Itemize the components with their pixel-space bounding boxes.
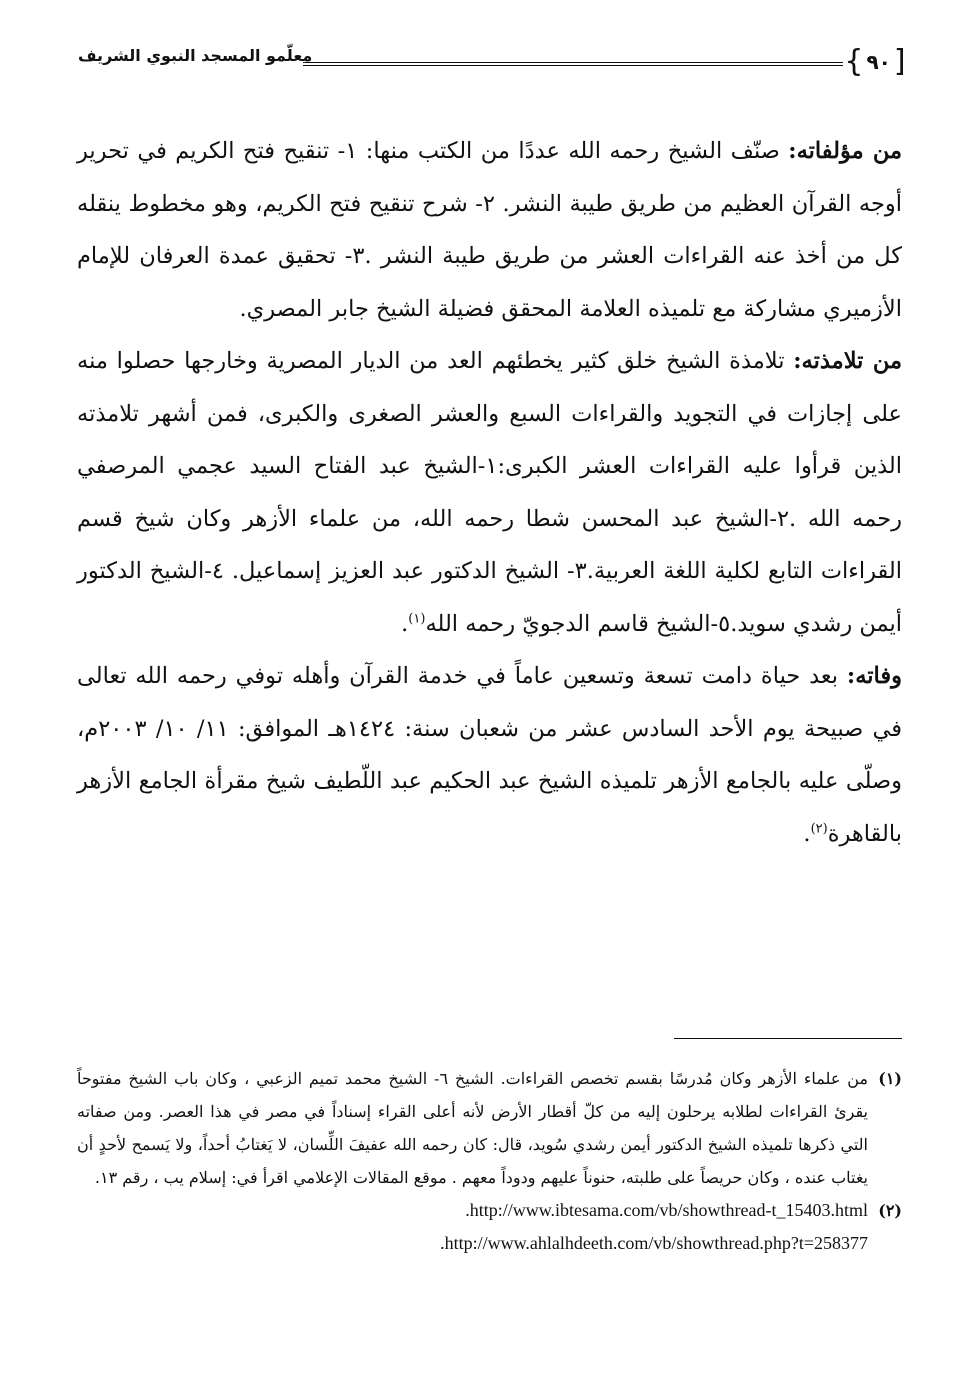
page-number-box: [844, 42, 906, 82]
footnote-2-link-2[interactable]: .http://www.ahlalhdeeth.com/vb/showthread.php?t=258377: [440, 1233, 868, 1253]
students-heading: من تلامذته:: [793, 348, 903, 374]
footnote-2-continued: [77, 1227, 902, 1260]
footnote-2-link-1[interactable]: .http://www.ibtesama.com/vb/showthread-t_15403.html: [465, 1200, 868, 1220]
header-double-rule: [303, 62, 843, 66]
death-heading: وفاته:: [846, 663, 902, 689]
right-brace-icon: [: [893, 44, 906, 79]
page-number: ٩٠: [866, 50, 891, 74]
paragraph-works: [77, 125, 902, 335]
footnote-ref-2[interactable]: (٢): [810, 821, 828, 836]
footnote-ref-1[interactable]: (١): [408, 611, 426, 626]
death-end: .: [803, 820, 811, 847]
works-heading: من مؤلفاته:: [788, 138, 903, 164]
works-text: صنّف الشيخ رحمه الله عددًا من الكتب منها: ١- تنقيح فتح الكريم في تحرير أوجه القرآن العظيم من طريق طيبة النشر. ٢- شرح تنقيح فتح الكريم، وهو مخطوط ينقله كل من أخذ عنه القراءات العشر من طريق طيبة النشر .٣- تحقيق عمدة العرفان للإمام الأزميري مشاركة مع تلميذه العلامة المحقق فضيلة الشيخ جابر المصري.: [77, 138, 902, 322]
footnote-2: [77, 1194, 902, 1227]
page-header: [78, 40, 906, 86]
paragraph-students: [77, 335, 902, 650]
death-text: بعد حياة دامت تسعة وتسعين عاماً في خدمة القرآن وأهله توفي رحمه الله تعالى في صبيحة يوم الأحد السادس عشر من شعبان سنة: ١٤٢٤هـ الموافق: ١١/ ١٠/ ٢٠٠٣م، وصلّى عليه بالجامع الأزهر تلميذه الشيخ عبد الحكيم عبد اللّطيف شيخ مقرأة الجامع الأزهر بالقاهرة: [77, 663, 903, 847]
main-text: [77, 125, 902, 860]
running-title: معلّمو المسجد النبوي الشريف: [78, 46, 313, 65]
footnote-1: [77, 1062, 902, 1194]
footnote-2-mark: (٢): [878, 1201, 902, 1220]
footnote-1-text: من علماء الأزهر وكان مُدرسًا بقسم تخصص القراءات. الشيخ ٦- الشيخ محمد تميم الزعبي ، وكان باب الشيخ مفتوحاً يقرئ القراءات لطلابه يرحلون إليه من كلّ أقطار الأرض لأنه أعلى القراء إسناداً في مصر في هذا العصر. ومن صفاته التي ذكرها تلميذه الشيخ الدكتور أيمن رشدي سُويد، قال: كان رحمه الله عفيفَ اللِّسان، لا يَغتابُ أحداً، ولا يَسمح لأحدٍ أن يغتاب عنده ، وكان حريصاً على طلبته، حنوناً عليهم ودوداً معهم . موقع المقالات الإعلامي اقرأ في: إسلام يب ، رقم ١٣.: [77, 1069, 869, 1187]
students-end: .: [401, 610, 409, 637]
left-brace-icon: }: [844, 44, 864, 79]
footnote-1-mark: (١): [878, 1069, 902, 1088]
footnote-separator: [674, 1038, 902, 1039]
paragraph-death: [77, 650, 902, 860]
footnotes: [77, 1062, 902, 1260]
students-text: تلامذة الشيخ خلق كثير يخطئهم العد من الديار المصرية وخارجها حصلوا منه على إجازات في التجويد والقراءات السبع والعشر الصغرى والكبرى، فمن أشهر تلامذته الذين قرأوا عليه القراءات العشر الكبرى:١-الشيخ عبد الفتاح السيد عجمي المرصفي رحمه الله .٢-الشيخ عبد المحسن شطا رحمه الله، من علماء الأزهر وكان شيخ قسم القراءات التابع لكلية اللغة العربية.٣- الشيخ الدكتور عبد العزيز إسماعيل. ٤-الشيخ الدكتور أيمن رشدي سويد.٥-الشيخ قاسم الدجويّ رحمه الله: [77, 348, 903, 637]
